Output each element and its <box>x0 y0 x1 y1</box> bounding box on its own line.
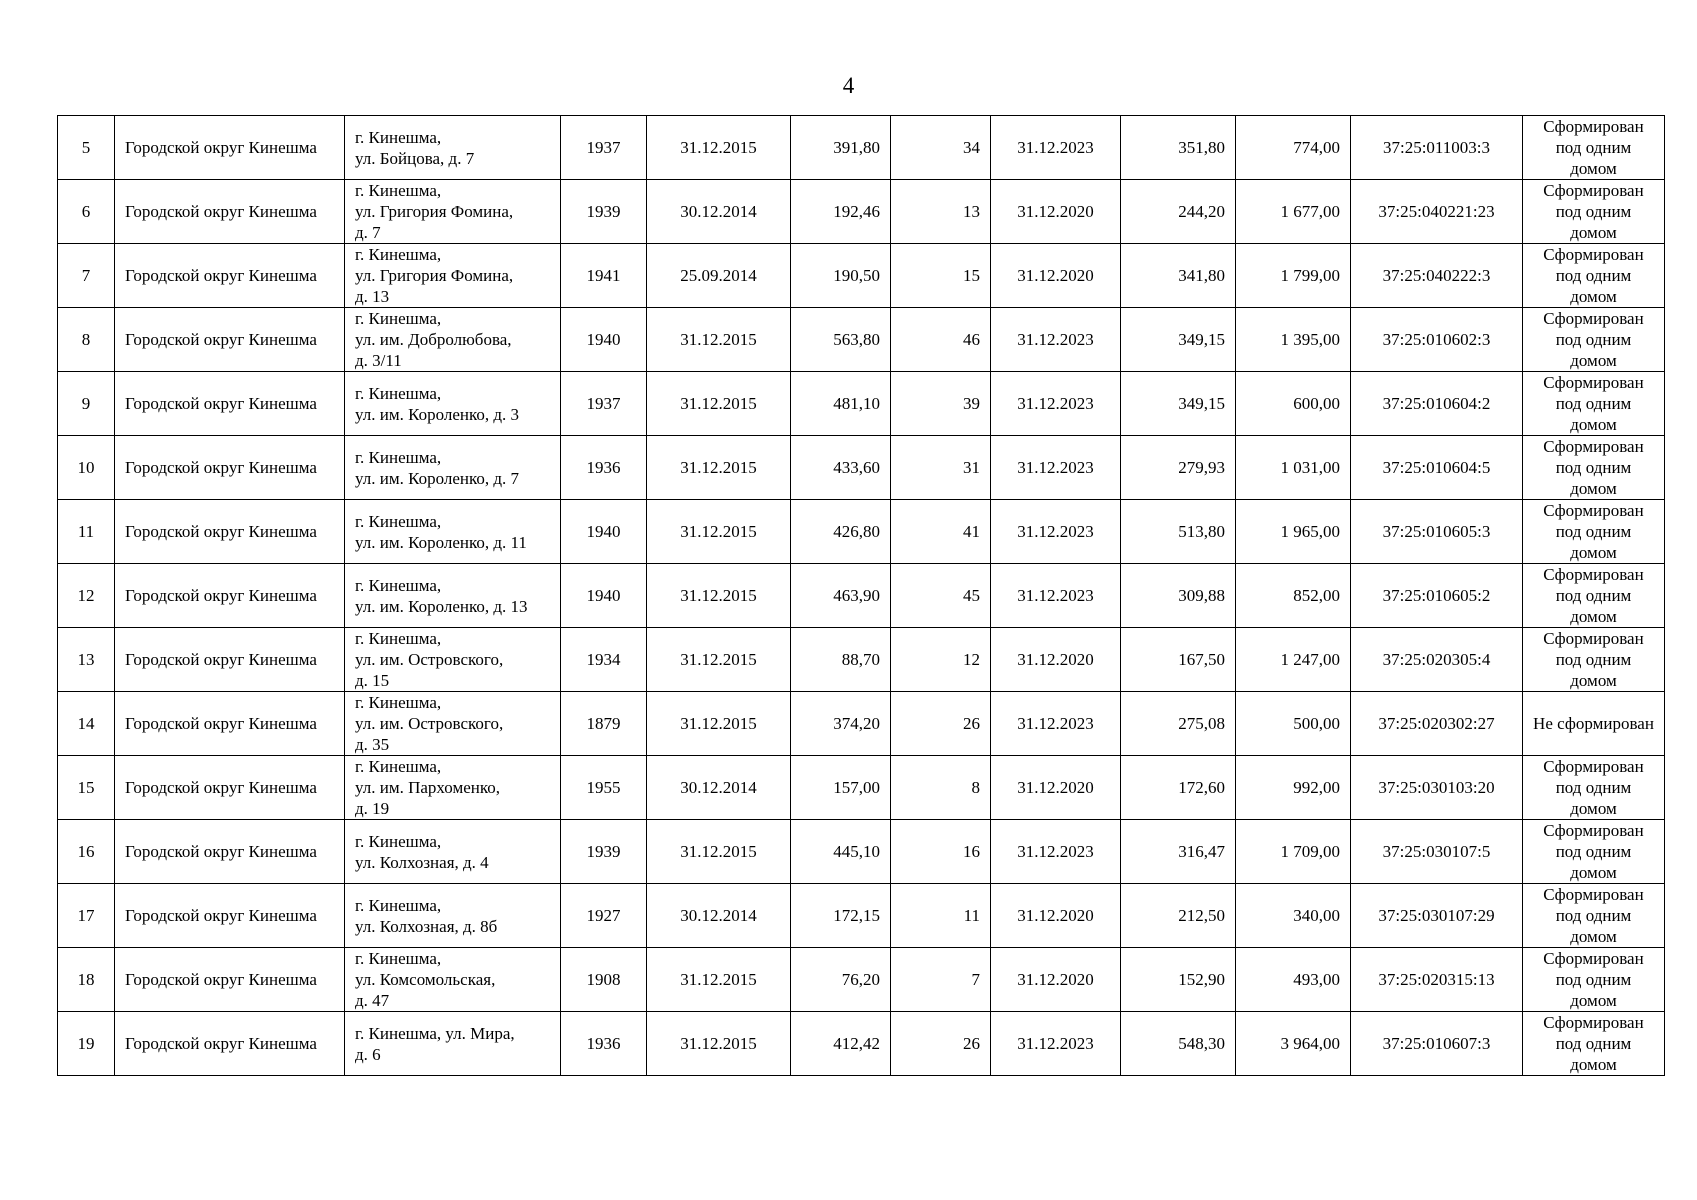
construction-year-cell: 1955 <box>561 756 647 820</box>
owner-cell: Городской округ Кинешма <box>115 1012 345 1076</box>
land-area-cell: 852,00 <box>1236 564 1351 628</box>
recognition-date-cell: 31.12.2015 <box>647 500 791 564</box>
construction-year-cell: 1934 <box>561 628 647 692</box>
recognition-date-cell: 31.12.2015 <box>647 1012 791 1076</box>
housing-registry-table <box>57 115 1665 1076</box>
address-cell: г. Кинешма, ул. им. Короленко, д. 7 <box>345 436 561 500</box>
land-status-cell: Сформирован под одним домом <box>1523 436 1665 500</box>
resettlement-date-cell: 31.12.2023 <box>991 372 1121 436</box>
residents-count-cell: 26 <box>891 1012 991 1076</box>
land-status-cell: Сформирован под одним домом <box>1523 116 1665 180</box>
land-area-cell: 1 709,00 <box>1236 820 1351 884</box>
land-status-cell: Сформирован под одним домом <box>1523 628 1665 692</box>
cadastral-number-cell: 37:25:010604:5 <box>1351 436 1523 500</box>
owner-cell: Городской округ Кинешма <box>115 564 345 628</box>
living-area-cell: 190,50 <box>791 244 891 308</box>
building-area-cell: 351,80 <box>1121 116 1236 180</box>
land-area-cell: 493,00 <box>1236 948 1351 1012</box>
living-area-cell: 374,20 <box>791 692 891 756</box>
living-area-cell: 445,10 <box>791 820 891 884</box>
table-row <box>58 500 1665 564</box>
table-row <box>58 564 1665 628</box>
recognition-date-cell: 30.12.2014 <box>647 884 791 948</box>
address-cell: г. Кинешма, ул. Комсомольская, д. 47 <box>345 948 561 1012</box>
building-area-cell: 309,88 <box>1121 564 1236 628</box>
row-number-cell: 13 <box>58 628 115 692</box>
building-area-cell: 167,50 <box>1121 628 1236 692</box>
construction-year-cell: 1936 <box>561 1012 647 1076</box>
row-number-cell: 15 <box>58 756 115 820</box>
living-area-cell: 172,15 <box>791 884 891 948</box>
residents-count-cell: 26 <box>891 692 991 756</box>
construction-year-cell: 1941 <box>561 244 647 308</box>
table-row <box>58 692 1665 756</box>
construction-year-cell: 1927 <box>561 884 647 948</box>
land-status-cell: Сформирован под одним домом <box>1523 1012 1665 1076</box>
resettlement-date-cell: 31.12.2020 <box>991 628 1121 692</box>
address-cell: г. Кинешма, ул. им. Островского, д. 15 <box>345 628 561 692</box>
residents-count-cell: 7 <box>891 948 991 1012</box>
cadastral-number-cell: 37:25:040221:23 <box>1351 180 1523 244</box>
recognition-date-cell: 31.12.2015 <box>647 372 791 436</box>
owner-cell: Городской округ Кинешма <box>115 180 345 244</box>
cadastral-number-cell: 37:25:010607:3 <box>1351 1012 1523 1076</box>
living-area-cell: 391,80 <box>791 116 891 180</box>
owner-cell: Городской округ Кинешма <box>115 116 345 180</box>
recognition-date-cell: 31.12.2015 <box>647 628 791 692</box>
construction-year-cell: 1940 <box>561 500 647 564</box>
recognition-date-cell: 30.12.2014 <box>647 180 791 244</box>
table-row <box>58 180 1665 244</box>
row-number-cell: 6 <box>58 180 115 244</box>
living-area-cell: 481,10 <box>791 372 891 436</box>
land-area-cell: 992,00 <box>1236 756 1351 820</box>
construction-year-cell: 1940 <box>561 564 647 628</box>
land-area-cell: 1 799,00 <box>1236 244 1351 308</box>
recognition-date-cell: 31.12.2015 <box>647 436 791 500</box>
residents-count-cell: 41 <box>891 500 991 564</box>
land-area-cell: 774,00 <box>1236 116 1351 180</box>
table-body <box>58 116 1665 1076</box>
owner-cell: Городской округ Кинешма <box>115 820 345 884</box>
resettlement-date-cell: 31.12.2020 <box>991 244 1121 308</box>
residents-count-cell: 34 <box>891 116 991 180</box>
resettlement-date-cell: 31.12.2023 <box>991 692 1121 756</box>
row-number-cell: 5 <box>58 116 115 180</box>
owner-cell: Городской округ Кинешма <box>115 628 345 692</box>
construction-year-cell: 1939 <box>561 820 647 884</box>
building-area-cell: 152,90 <box>1121 948 1236 1012</box>
owner-cell: Городской округ Кинешма <box>115 308 345 372</box>
land-area-cell: 1 965,00 <box>1236 500 1351 564</box>
row-number-cell: 11 <box>58 500 115 564</box>
table-row <box>58 820 1665 884</box>
table-row <box>58 116 1665 180</box>
construction-year-cell: 1879 <box>561 692 647 756</box>
living-area-cell: 563,80 <box>791 308 891 372</box>
residents-count-cell: 12 <box>891 628 991 692</box>
land-status-cell: Сформирован под одним домом <box>1523 564 1665 628</box>
land-area-cell: 1 247,00 <box>1236 628 1351 692</box>
living-area-cell: 426,80 <box>791 500 891 564</box>
building-area-cell: 341,80 <box>1121 244 1236 308</box>
row-number-cell: 10 <box>58 436 115 500</box>
land-status-cell: Сформирован под одним домом <box>1523 244 1665 308</box>
address-cell: г. Кинешма, ул. им. Добролюбова, д. 3/11 <box>345 308 561 372</box>
land-status-cell: Сформирован под одним домом <box>1523 500 1665 564</box>
living-area-cell: 463,90 <box>791 564 891 628</box>
row-number-cell: 8 <box>58 308 115 372</box>
land-status-cell: Сформирован под одним домом <box>1523 180 1665 244</box>
land-area-cell: 3 964,00 <box>1236 1012 1351 1076</box>
construction-year-cell: 1936 <box>561 436 647 500</box>
recognition-date-cell: 31.12.2015 <box>647 820 791 884</box>
owner-cell: Городской округ Кинешма <box>115 692 345 756</box>
address-cell: г. Кинешма, ул. им. Короленко, д. 3 <box>345 372 561 436</box>
table-row <box>58 628 1665 692</box>
residents-count-cell: 46 <box>891 308 991 372</box>
address-cell: г. Кинешма, ул. Бойцова, д. 7 <box>345 116 561 180</box>
residents-count-cell: 13 <box>891 180 991 244</box>
table-row <box>58 948 1665 1012</box>
land-area-cell: 1 395,00 <box>1236 308 1351 372</box>
address-cell: г. Кинешма, ул. Мира, д. 6 <box>345 1012 561 1076</box>
owner-cell: Городской округ Кинешма <box>115 244 345 308</box>
recognition-date-cell: 30.12.2014 <box>647 756 791 820</box>
resettlement-date-cell: 31.12.2023 <box>991 308 1121 372</box>
cadastral-number-cell: 37:25:010605:2 <box>1351 564 1523 628</box>
row-number-cell: 19 <box>58 1012 115 1076</box>
building-area-cell: 548,30 <box>1121 1012 1236 1076</box>
row-number-cell: 12 <box>58 564 115 628</box>
address-cell: г. Кинешма, ул. им. Островского, д. 35 <box>345 692 561 756</box>
table-row <box>58 884 1665 948</box>
recognition-date-cell: 31.12.2015 <box>647 116 791 180</box>
construction-year-cell: 1937 <box>561 372 647 436</box>
table-row <box>58 244 1665 308</box>
cadastral-number-cell: 37:25:030103:20 <box>1351 756 1523 820</box>
resettlement-date-cell: 31.12.2020 <box>991 948 1121 1012</box>
owner-cell: Городской округ Кинешма <box>115 884 345 948</box>
row-number-cell: 7 <box>58 244 115 308</box>
construction-year-cell: 1940 <box>561 308 647 372</box>
residents-count-cell: 8 <box>891 756 991 820</box>
land-area-cell: 500,00 <box>1236 692 1351 756</box>
recognition-date-cell: 31.12.2015 <box>647 692 791 756</box>
land-area-cell: 600,00 <box>1236 372 1351 436</box>
land-status-cell: Сформирован под одним домом <box>1523 308 1665 372</box>
land-area-cell: 1 677,00 <box>1236 180 1351 244</box>
owner-cell: Городской округ Кинешма <box>115 372 345 436</box>
residents-count-cell: 11 <box>891 884 991 948</box>
address-cell: г. Кинешма, ул. им. Пархоменко, д. 19 <box>345 756 561 820</box>
row-number-cell: 18 <box>58 948 115 1012</box>
cadastral-number-cell: 37:25:030107:5 <box>1351 820 1523 884</box>
living-area-cell: 76,20 <box>791 948 891 1012</box>
residents-count-cell: 45 <box>891 564 991 628</box>
cadastral-number-cell: 37:25:010602:3 <box>1351 308 1523 372</box>
address-cell: г. Кинешма, ул. Григория Фомина, д. 13 <box>345 244 561 308</box>
construction-year-cell: 1908 <box>561 948 647 1012</box>
row-number-cell: 16 <box>58 820 115 884</box>
address-cell: г. Кинешма, ул. Колхозная, д. 4 <box>345 820 561 884</box>
land-status-cell: Не сформирован <box>1523 692 1665 756</box>
row-number-cell: 9 <box>58 372 115 436</box>
living-area-cell: 433,60 <box>791 436 891 500</box>
building-area-cell: 316,47 <box>1121 820 1236 884</box>
residents-count-cell: 31 <box>891 436 991 500</box>
land-status-cell: Сформирован под одним домом <box>1523 820 1665 884</box>
owner-cell: Городской округ Кинешма <box>115 436 345 500</box>
building-area-cell: 275,08 <box>1121 692 1236 756</box>
residents-count-cell: 16 <box>891 820 991 884</box>
cadastral-number-cell: 37:25:020315:13 <box>1351 948 1523 1012</box>
building-area-cell: 244,20 <box>1121 180 1236 244</box>
land-area-cell: 340,00 <box>1236 884 1351 948</box>
recognition-date-cell: 25.09.2014 <box>647 244 791 308</box>
land-status-cell: Сформирован под одним домом <box>1523 948 1665 1012</box>
building-area-cell: 172,60 <box>1121 756 1236 820</box>
land-status-cell: Сформирован под одним домом <box>1523 884 1665 948</box>
resettlement-date-cell: 31.12.2023 <box>991 564 1121 628</box>
recognition-date-cell: 31.12.2015 <box>647 308 791 372</box>
table-row <box>58 436 1665 500</box>
cadastral-number-cell: 37:25:030107:29 <box>1351 884 1523 948</box>
cadastral-number-cell: 37:25:040222:3 <box>1351 244 1523 308</box>
residents-count-cell: 15 <box>891 244 991 308</box>
table-row <box>58 1012 1665 1076</box>
recognition-date-cell: 31.12.2015 <box>647 948 791 1012</box>
resettlement-date-cell: 31.12.2023 <box>991 436 1121 500</box>
address-cell: г. Кинешма, ул. Колхозная, д. 8б <box>345 884 561 948</box>
construction-year-cell: 1939 <box>561 180 647 244</box>
table-row <box>58 756 1665 820</box>
land-status-cell: Сформирован под одним домом <box>1523 372 1665 436</box>
resettlement-date-cell: 31.12.2020 <box>991 180 1121 244</box>
owner-cell: Городской округ Кинешма <box>115 948 345 1012</box>
land-area-cell: 1 031,00 <box>1236 436 1351 500</box>
living-area-cell: 412,42 <box>791 1012 891 1076</box>
resettlement-date-cell: 31.12.2023 <box>991 820 1121 884</box>
living-area-cell: 88,70 <box>791 628 891 692</box>
building-area-cell: 279,93 <box>1121 436 1236 500</box>
resettlement-date-cell: 31.12.2023 <box>991 1012 1121 1076</box>
living-area-cell: 192,46 <box>791 180 891 244</box>
building-area-cell: 513,80 <box>1121 500 1236 564</box>
cadastral-number-cell: 37:25:020305:4 <box>1351 628 1523 692</box>
recognition-date-cell: 31.12.2015 <box>647 564 791 628</box>
cadastral-number-cell: 37:25:010605:3 <box>1351 500 1523 564</box>
residents-count-cell: 39 <box>891 372 991 436</box>
address-cell: г. Кинешма, ул. им. Короленко, д. 11 <box>345 500 561 564</box>
building-area-cell: 349,15 <box>1121 308 1236 372</box>
living-area-cell: 157,00 <box>791 756 891 820</box>
owner-cell: Городской округ Кинешма <box>115 500 345 564</box>
row-number-cell: 17 <box>58 884 115 948</box>
building-area-cell: 349,15 <box>1121 372 1236 436</box>
construction-year-cell: 1937 <box>561 116 647 180</box>
resettlement-date-cell: 31.12.2023 <box>991 116 1121 180</box>
building-area-cell: 212,50 <box>1121 884 1236 948</box>
address-cell: г. Кинешма, ул. Григория Фомина, д. 7 <box>345 180 561 244</box>
land-status-cell: Сформирован под одним домом <box>1523 756 1665 820</box>
cadastral-number-cell: 37:25:011003:3 <box>1351 116 1523 180</box>
table-row <box>58 372 1665 436</box>
page-number: 4 <box>842 73 855 98</box>
row-number-cell: 14 <box>58 692 115 756</box>
owner-cell: Городской округ Кинешма <box>115 756 345 820</box>
resettlement-date-cell: 31.12.2020 <box>991 756 1121 820</box>
cadastral-number-cell: 37:25:020302:27 <box>1351 692 1523 756</box>
table-row <box>58 308 1665 372</box>
resettlement-date-cell: 31.12.2020 <box>991 884 1121 948</box>
cadastral-number-cell: 37:25:010604:2 <box>1351 372 1523 436</box>
address-cell: г. Кинешма, ул. им. Короленко, д. 13 <box>345 564 561 628</box>
resettlement-date-cell: 31.12.2023 <box>991 500 1121 564</box>
